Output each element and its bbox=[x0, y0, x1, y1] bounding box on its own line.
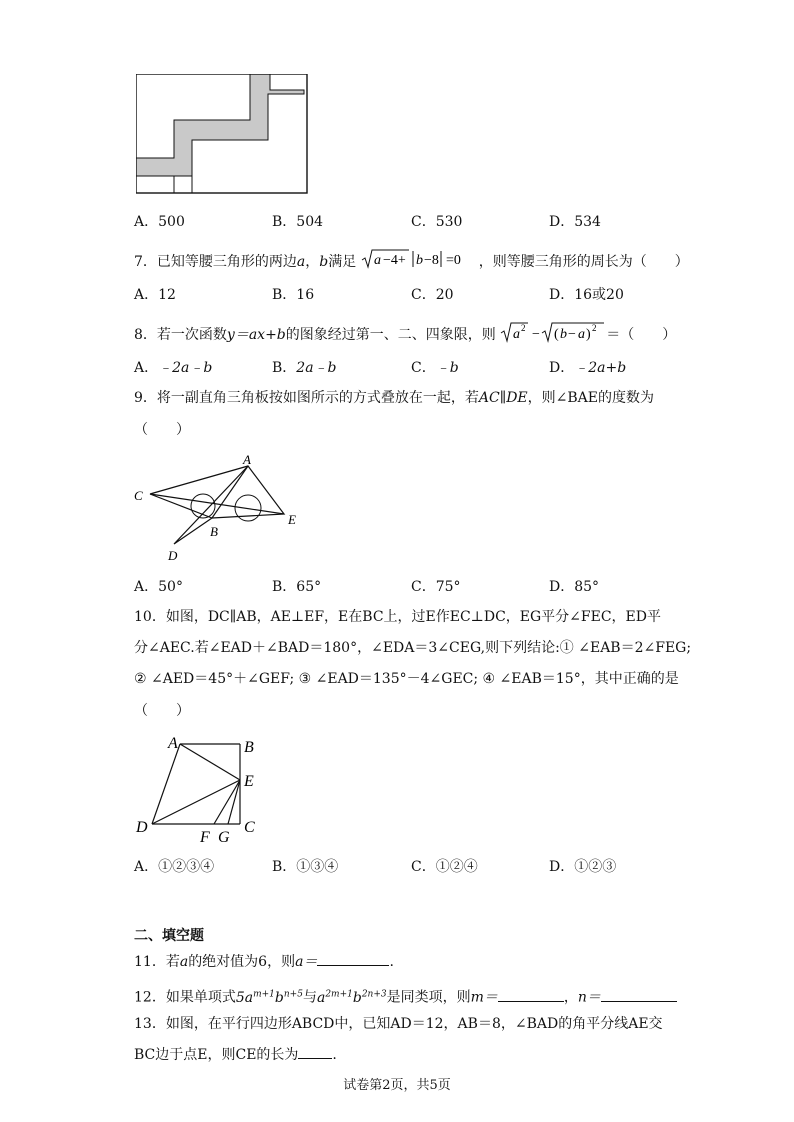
q12-stem: 12．如果单项式$5a^{m+1}b^{n+5}$与$a^{2m+1}b^{2n+3}$是同类项，则m＝ ，n＝ bbox=[134, 984, 677, 1008]
svg-text:2: 2 bbox=[592, 323, 597, 333]
svg-text:−: − bbox=[568, 327, 577, 342]
label-g: G bbox=[218, 829, 230, 846]
q10-option-a: A．①②③④ bbox=[134, 859, 215, 875]
svg-text:b: b bbox=[415, 253, 423, 268]
q7-equation bbox=[361, 248, 479, 276]
svg-text:a: a bbox=[373, 253, 381, 268]
q9-option-c: C．75° bbox=[411, 579, 461, 595]
q10-line1: 10．如图，DC∥AB，AE⊥EF，E在BC上，过E作EC⊥DC，EG平分∠FEC，ED平 bbox=[134, 609, 662, 625]
svg-text:b: b bbox=[560, 327, 568, 342]
q8-expression bbox=[500, 320, 606, 350]
label-c: C bbox=[244, 819, 255, 836]
label-a: A bbox=[168, 735, 178, 752]
q9-paren: （ ） bbox=[134, 422, 190, 438]
q9-option-b: B．65° bbox=[272, 579, 322, 595]
q12-n-blank[interactable] bbox=[601, 987, 677, 1002]
q11-answer-blank[interactable] bbox=[317, 951, 389, 966]
q7-option-c: C．20 bbox=[411, 287, 454, 303]
svg-text:a: a bbox=[578, 327, 586, 342]
q11-stem: 11．若a的绝对值为6，则a＝ . bbox=[134, 951, 394, 972]
q8-stem: 8．若一次函数y＝ax+b的图象经过第一、二、四象限，则 a 2 − ( b − a ) 2 ＝（ ） bbox=[134, 320, 676, 350]
label-e: E bbox=[288, 512, 296, 527]
q9-option-d: D．85° bbox=[549, 579, 600, 595]
svg-text:a: a bbox=[513, 327, 521, 342]
q6-option-a: A．500 bbox=[134, 214, 185, 230]
q7-option-b: B．16 bbox=[272, 287, 315, 303]
q8-option-b: B．2a﹣b bbox=[272, 360, 337, 376]
svg-text:=0: =0 bbox=[445, 253, 461, 268]
q13-line1: 13．如图，在平行四边形ABCD中，已知AD＝12，AB＝8，∠BAD的角平分线AE交 bbox=[134, 1016, 663, 1032]
svg-text:−: − bbox=[532, 327, 541, 342]
q6-option-b: B．504 bbox=[272, 214, 324, 230]
q9-option-a: A．50° bbox=[134, 579, 183, 595]
q10-figure bbox=[132, 730, 272, 848]
page-footer: 试卷第2页，共5页 bbox=[343, 1078, 451, 1093]
label-b: B bbox=[210, 524, 218, 539]
q13-answer-blank[interactable] bbox=[298, 1044, 332, 1059]
q13-line2: BC边于点E，则CE的长为 . bbox=[134, 1044, 337, 1065]
svg-text:−4+: −4+ bbox=[382, 253, 406, 268]
q10-option-d: D．①②③ bbox=[549, 859, 617, 875]
section-title-fill-in: 二、填空题 bbox=[134, 928, 204, 944]
q8-option-c: C．﹣b bbox=[411, 360, 459, 376]
label-c: C bbox=[134, 488, 143, 503]
q10-option-b: B．①③④ bbox=[272, 859, 339, 875]
q7-stem: 7．已知等腰三角形的两边a，b满足 a −4+ b −8 =0 ，则等腰三角形的周长为（ ） bbox=[134, 248, 689, 276]
svg-text:): ) bbox=[586, 327, 591, 342]
monomial-1: $5a^{m+1}b^{n+5}$ bbox=[235, 989, 303, 1006]
shaded-path bbox=[136, 74, 304, 176]
q8-option-d: D．﹣2a+b bbox=[549, 360, 627, 376]
q10-option-c: C．①②④ bbox=[411, 859, 478, 875]
monomial-2: $a^{2m+1}b^{2n+3}$ bbox=[316, 989, 387, 1006]
q6-option-d: D．534 bbox=[549, 214, 601, 230]
label-a: A bbox=[243, 452, 251, 467]
label-d: D bbox=[136, 819, 148, 836]
q9-stem: 9．将一副直角三角板按如图所示的方式叠放在一起，若AC∥DE，则∠BAE的度数为 bbox=[134, 390, 655, 406]
label-b: B bbox=[244, 739, 254, 756]
q10-line3: ② ∠AED＝45°＋∠GEF; ③ ∠EAD＝135°－4∠GEC; ④ ∠EAB＝15°，其中正确的是 bbox=[134, 671, 679, 687]
label-d: D bbox=[168, 548, 178, 563]
svg-text:−8: −8 bbox=[423, 253, 439, 268]
q12-m-blank[interactable] bbox=[498, 987, 564, 1002]
q7-option-a: A．12 bbox=[134, 287, 176, 303]
q8-option-a: A．﹣2a﹣b bbox=[134, 360, 213, 376]
label-e: E bbox=[244, 773, 254, 790]
q7-option-d: D．16或20 bbox=[549, 287, 624, 303]
label-f: F bbox=[200, 829, 210, 846]
svg-text:(: ( bbox=[554, 327, 559, 342]
q9-figure bbox=[130, 450, 310, 566]
q6-option-c: C．530 bbox=[411, 214, 463, 230]
q6-figure bbox=[136, 74, 308, 194]
svg-text:2: 2 bbox=[521, 323, 526, 333]
q10-paren: （ ） bbox=[134, 703, 190, 719]
q10-line2: 分∠AEC.若∠EAD＋∠BAD＝180°，∠EDA＝3∠CEG,则下列结论:① ∠EAB＝2∠FEG; bbox=[134, 640, 692, 656]
